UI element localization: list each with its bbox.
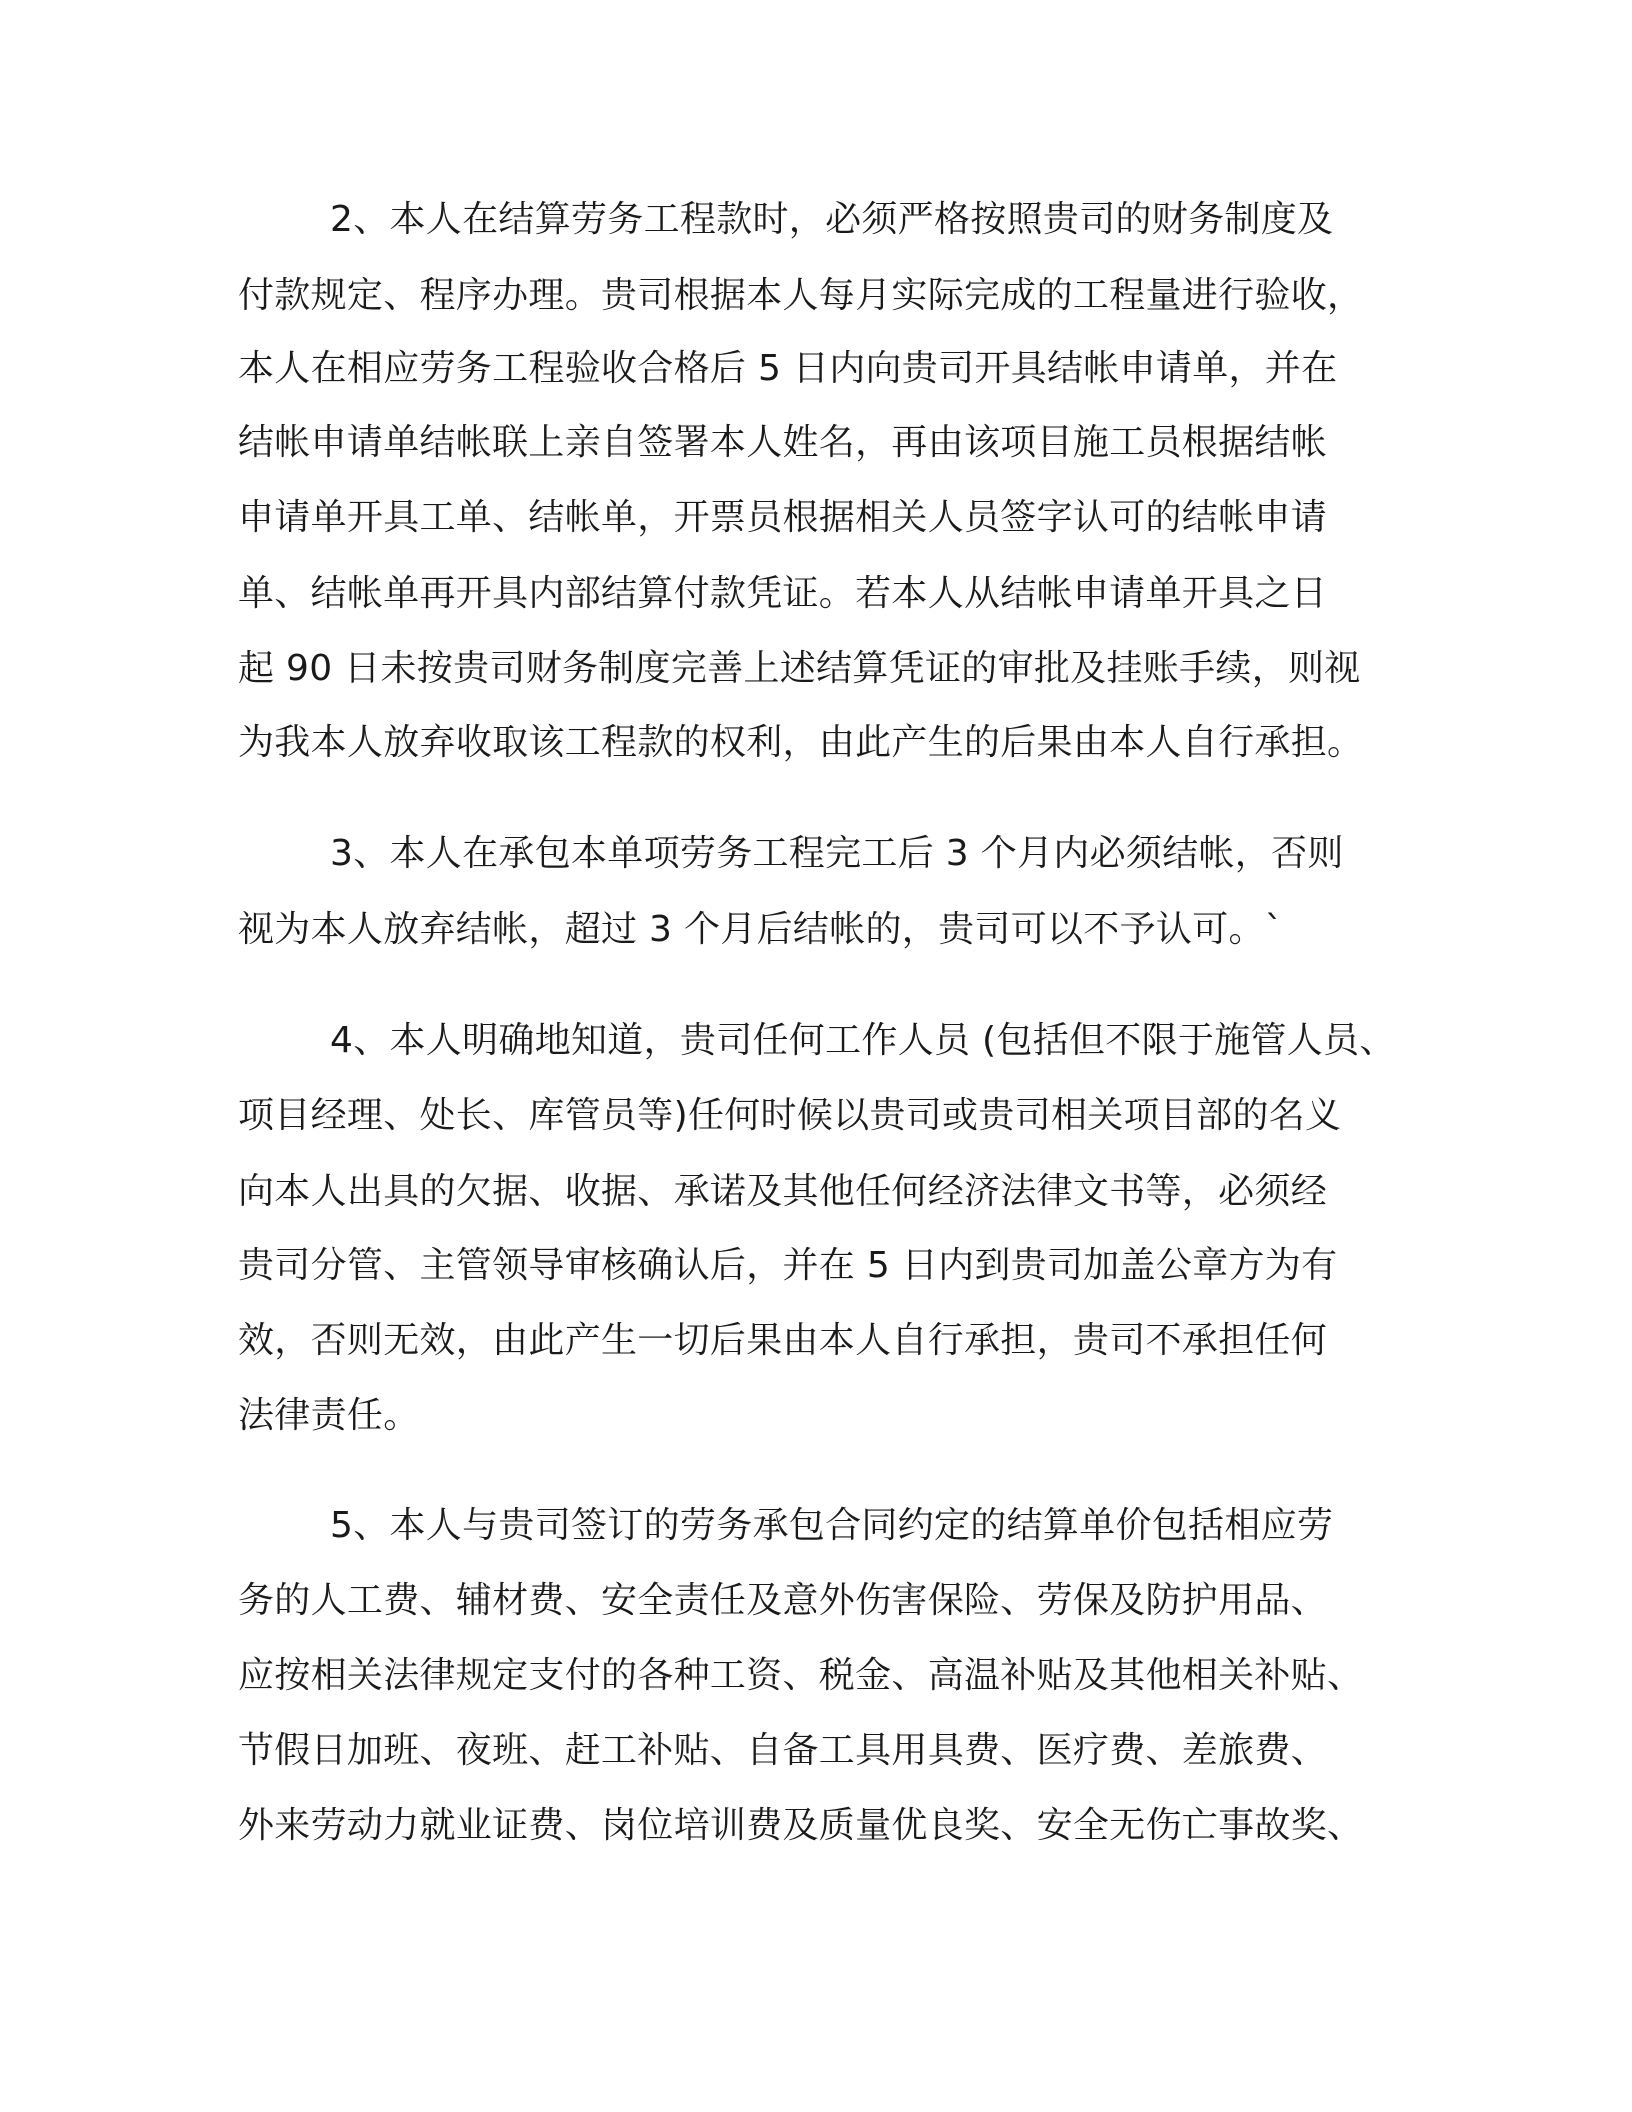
paragraph-2-line-4: 结帐申请单结帐联上亲自签署本人姓名，再由该项目施工员根据结帐 <box>238 422 1328 463</box>
paragraph-5-line-1: 5、本人与贵司签订的劳务承包合同约定的结算单价包括相应劳 <box>330 1505 1334 1546</box>
paragraph-4-line-4: 贵司分管、主管领导审核确认后，并在 5 日内到贵司加盖公章方为有 <box>238 1245 1338 1286</box>
paragraph-5-line-5: 外来劳动力就业证费、岗位培训费及质量优良奖、安全无伤亡事故奖、 <box>238 1805 1364 1846</box>
paragraph-2-line-8: 为我本人放弃收取该工程款的权利，由此产生的后果由本人自行承担。 <box>238 722 1364 763</box>
paragraph-4-line-3: 向本人出具的欠据、收据、承诺及其他任何经济法律文书等，必须经 <box>238 1171 1328 1212</box>
paragraph-2-line-3: 本人在相应劳务工程验收合格后 5 日内向贵司开具结帐申请单，并在 <box>238 348 1338 389</box>
paragraph-5-line-2: 务的人工费、辅材费、安全责任及意外伤害保险、劳保及防护用品、 <box>238 1580 1328 1621</box>
paragraph-3-line-2: 视为本人放弃结帐，超过 3 个月后结帐的，贵司可以不予认可。` <box>238 909 1284 950</box>
paragraph-4-line-6: 法律责任。 <box>238 1395 420 1436</box>
paragraph-2-line-1: 2、本人在结算劳务工程款时，必须严格按照贵司的财务制度及 <box>330 199 1334 240</box>
paragraph-3-line-1: 3、本人在承包本单项劳务工程完工后 3 个月内必须结帐，否则 <box>330 833 1344 874</box>
paragraph-4-line-1: 4、本人明确地知道，贵司任何工作人员 (包括但不限于施管人员、 <box>330 1020 1396 1061</box>
paragraph-2-line-5: 申请单开具工单、结帐单，开票员根据相关人员签字认可的结帐申请 <box>238 497 1328 538</box>
paragraph-2-line-2: 付款规定、程序办理。贵司根据本人每月实际完成的工程量进行验收， <box>238 275 1364 316</box>
paragraph-4-line-2: 项目经理、处长、库管员等)任何时候以贵司或贵司相关项目部的名义 <box>238 1095 1342 1136</box>
paragraph-2-line-7: 起 90 日未按贵司财务制度完善上述结算凭证的审批及挂账手续，则视 <box>238 648 1361 689</box>
paragraph-5-line-4: 节假日加班、夜班、赶工补贴、自备工具用具费、医疗费、差旅费、 <box>238 1730 1328 1771</box>
paragraph-2-line-6: 单、结帐单再开具内部结算付款凭证。若本人从结帐申请单开具之日 <box>238 573 1328 614</box>
paragraph-4-line-5: 效，否则无效，由此产生一切后果由本人自行承担，贵司不承担任何 <box>238 1320 1328 1361</box>
paragraph-5-line-3: 应按相关法律规定支付的各种工资、税金、高温补贴及其他相关补贴、 <box>238 1655 1364 1696</box>
